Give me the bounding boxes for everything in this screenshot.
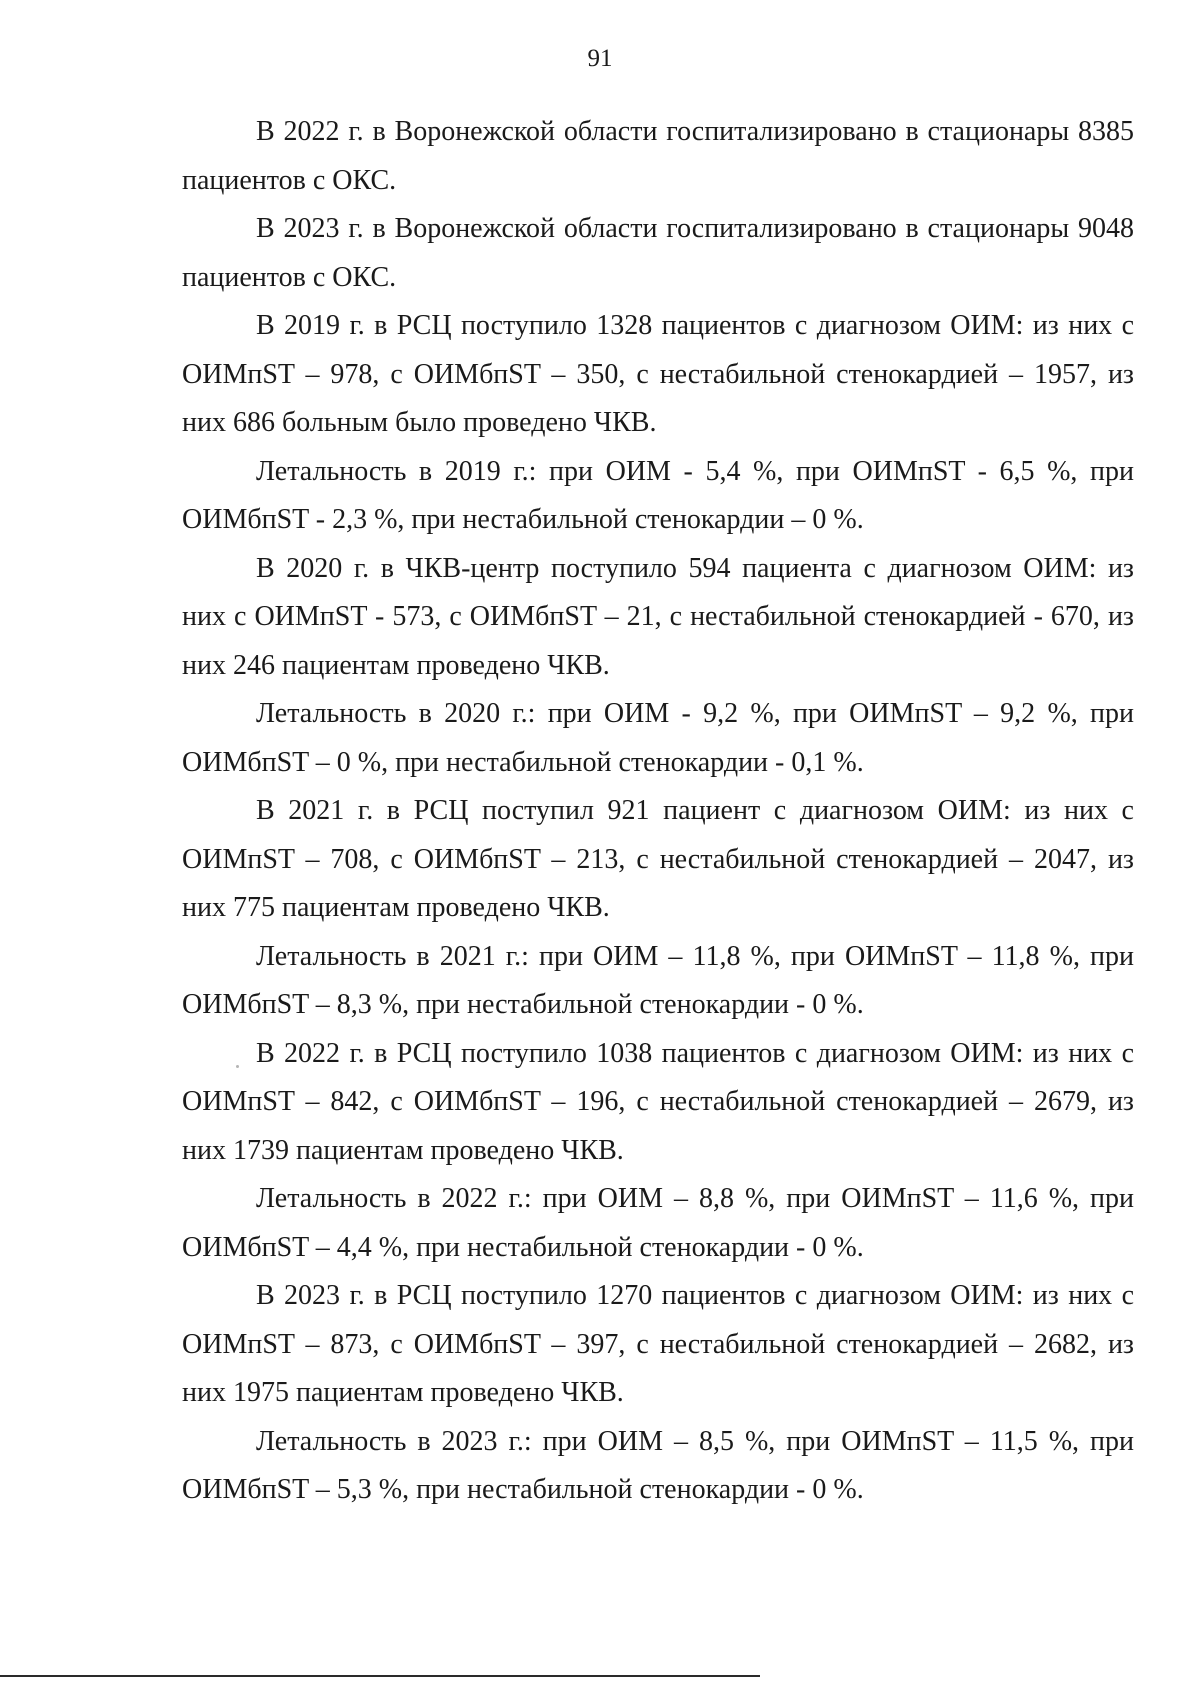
- scan-speck: [236, 1065, 239, 1068]
- body-text: [182, 108, 1134, 1515]
- paragraph-mortality-2022: Летальность в 2022 г.: при ОИМ – 8,8 %, при ОИМпST – 11,6 %, при ОИМбпST – 4,4 %, при нестабильной стенокардии - 0 %.: [182, 1183, 1134, 1263]
- page-number: 91: [587, 45, 613, 72]
- paragraph-admissions-2020: В 2020 г. в ЧКВ-центр поступило 594 пациента с диагнозом ОИМ: из них с ОИМпST - 573, с ОИМбпST – 21, с нестабильной стенокардией - 670, из них 246 пациентам проведено ЧКВ.: [182, 552, 1134, 681]
- paragraph-hospitalized-2022: В 2022 г. в Воронежской области госпитализировано в стационары 8385 пациентов с ОКС.: [182, 116, 1134, 196]
- paragraph-admissions-2021: В 2021 г. в РСЦ поступил 921 пациент с диагнозом ОИМ: из них с ОИМпST – 708, с ОИМбпST – 213, с нестабильной стенокардией – 2047, из них 775 пациентам проведено ЧКВ.: [182, 795, 1134, 923]
- paragraph-hospitalized-2023: В 2023 г. в Воронежской области госпитализировано в стационары 9048 пациентов с ОКС.: [182, 213, 1134, 293]
- paragraph-mortality-2021: Летальность в 2021 г.: при ОИМ – 11,8 %, при ОИМпST – 11,8 %, при ОИМбпST – 8,3 %, при нестабильной стенокардии - 0 %.: [182, 940, 1134, 1020]
- paragraph-admissions-2023: В 2023 г. в РСЦ поступило 1270 пациентов с диагнозом ОИМ: из них с ОИМпST – 873, с ОИМбпST – 397, с нестабильной стенокардией – 2682, из них 1975 пациентам проведено ЧКВ.: [182, 1280, 1134, 1408]
- paragraph-mortality-2019: Летальность в 2019 г.: при ОИМ - 5,4 %, при ОИМпST - 6,5 %, при ОИМбпST - 2,3 %, при нестабильной стенокардии – 0 %.: [182, 455, 1134, 535]
- paragraph-admissions-2022: В 2022 г. в РСЦ поступило 1038 пациентов с диагнозом ОИМ: из них с ОИМпST – 842, с ОИМбпST – 196, с нестабильной стенокардией – 2679, из них 1739 пациентам проведено ЧКВ.: [182, 1037, 1134, 1166]
- paragraph-mortality-2020: Летальность в 2020 г.: при ОИМ - 9,2 %, при ОИМпST – 9,2 %, при ОИМбпST – 0 %, при нестабильной стенокардии - 0,1 %.: [182, 698, 1134, 778]
- paragraph-mortality-2023: Летальность в 2023 г.: при ОИМ – 8,5 %, при ОИМпST – 11,5 %, при ОИМбпST – 5,3 %, при нестабильной стенокардии - 0 %.: [182, 1425, 1134, 1505]
- footer-rule-dashed: [615, 1675, 755, 1677]
- paragraph-admissions-2019: В 2019 г. в РСЦ поступило 1328 пациентов с диагнозом ОИМ: из них с ОИМпST – 978, с ОИМбпST – 350, с нестабильной стенокардией – 1957, из них 686 больным было проведено ЧКВ.: [182, 310, 1134, 438]
